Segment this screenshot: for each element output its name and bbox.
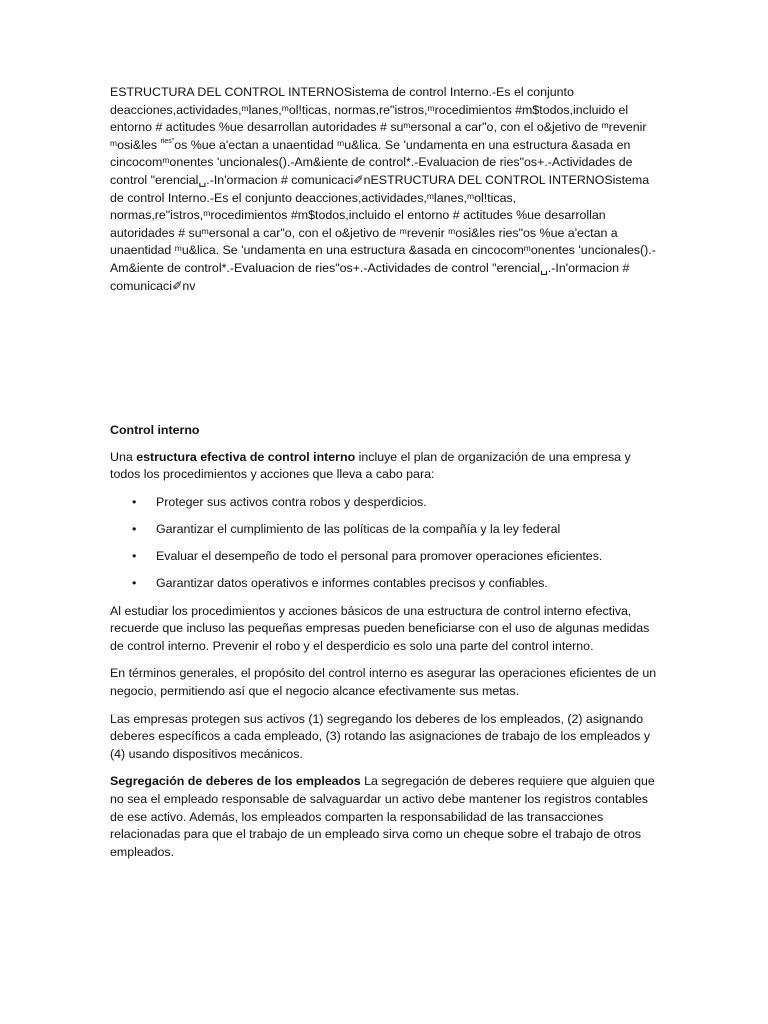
- section-title: Control interno: [110, 423, 200, 438]
- bullet-icon: •: [132, 522, 137, 537]
- paragraph-4-heading: Segregación de deberes de los empleados: [110, 774, 361, 789]
- list-item: [110, 521, 660, 539]
- intro-suffix: incluye el plan de organización de una empresa y todos los procedimientos y acciones que lleva a cabo para:: [110, 449, 631, 482]
- intro-prefix: Una: [110, 449, 137, 464]
- garbled-text-block: [110, 84, 660, 295]
- paragraph-3: Las empresas protegen sus activos (1) segregando los deberes de los empleados, (2) asignando deberes específicos a cada empleado, (3) rotando las asignaciones de trabajo de los empleados y (4) usando dispositivos mecánicos.: [110, 711, 651, 761]
- bullet-icon: •: [132, 576, 137, 591]
- list-item-text: Evaluar el desempeño de todo el personal para promover operaciones eficientes.: [156, 549, 603, 564]
- bullet-list: [110, 494, 660, 593]
- intro-bold: estructura efectiva de control interno: [136, 449, 356, 464]
- paragraph-4: [110, 773, 660, 861]
- list-item: [110, 575, 660, 593]
- bullet-icon: •: [132, 549, 137, 564]
- garbled-paragraph: [110, 84, 660, 295]
- garbled-text-part1: ESTRUCTURA DEL CONTROL INTERNOSistema de control Interno.-Es el conjunto deacciones,actividades,ᵐlanes,ᵐol!ticas, normas,re"istros,ᵐrocedimientos #m$todos,incluido el entorno # actitudes %ue desarrollan autoridades # suᵐersonal a car"o, con el o&jetivo de ᵐrevenir ᵐosi&les: [110, 85, 647, 152]
- garbled-superscript: ries": [160, 137, 175, 145]
- list-item: [110, 548, 660, 566]
- list-item-text: Garantizar datos operativos e informes contables precisos y confiables.: [156, 576, 548, 591]
- paragraph-2: En términos generales, el propósito del control interno es asegurar las operaciones eficientes de un negocio, permitiendo así que el negocio alcance efectivamente sus metas.: [110, 666, 657, 699]
- paragraph-1: Al estudiar los procedimientos y acciones básicos de una estructura de control interno efectiva, recuerde que incluso las pequeñas empresas pueden beneficiarse con el uso de algunas medidas de control interno. Prevenir el robo y el desperdicio es solo una parte del control interno.: [110, 603, 650, 653]
- blank-space: [110, 295, 660, 422]
- bullet-icon: •: [132, 494, 137, 509]
- list-item-text: Garantizar el cumplimiento de las políticas de la compañía y la ley federal: [156, 522, 561, 537]
- list-item: [110, 494, 660, 512]
- paragraph-4-text: La segregación de deberes requiere que alguien que no sea el empleado responsable de salvaguardar un activo debe mantener los registros contables de ese activo. Además, los empleados comparten la responsabilidad de las transacciones relacionadas para que el trabajo de un empleado sirva como un cheque sobre el trabajo de otros empleados.: [110, 774, 655, 859]
- intro-paragraph: [110, 449, 660, 484]
- garbled-text-part2: os %ue a'ectan a unaentidad ᵐu&lica. Se 'undamenta en una estructura &asada en cincocomᵐonentes 'uncionales().-Am&iente de control*.-Evaluacion de ries"os+.-Actividades de control "erencial␣.-In'ormacion # comunicaci✐nESTRUCTURA DEL CONTROL INTERNOSistema de control Interno.-Es el conjunto deacciones,actividades,ᵐlanes,ᵐol!ticas, normas,re"istros,ᵐrocedimientos #m$todos,incluido el entorno # actitudes %ue desarrollan autoridades # suᵐersonal a car"o, con el o&jetivo de ᵐrevenir ᵐosi&les ries"os %ue a'ectan a unaentidad ᵐu&lica. Se 'undamenta en una estructura &asada en cincocomᵐonentes 'uncionales().-Am&iente de control*.-Evaluacion de ries"os+.-Actividades de control "erencial␣.-In'ormacion # comunicaci✐nv: [110, 137, 656, 293]
- list-item-text: Proteger sus activos contra robos y desperdicios.: [156, 494, 427, 509]
